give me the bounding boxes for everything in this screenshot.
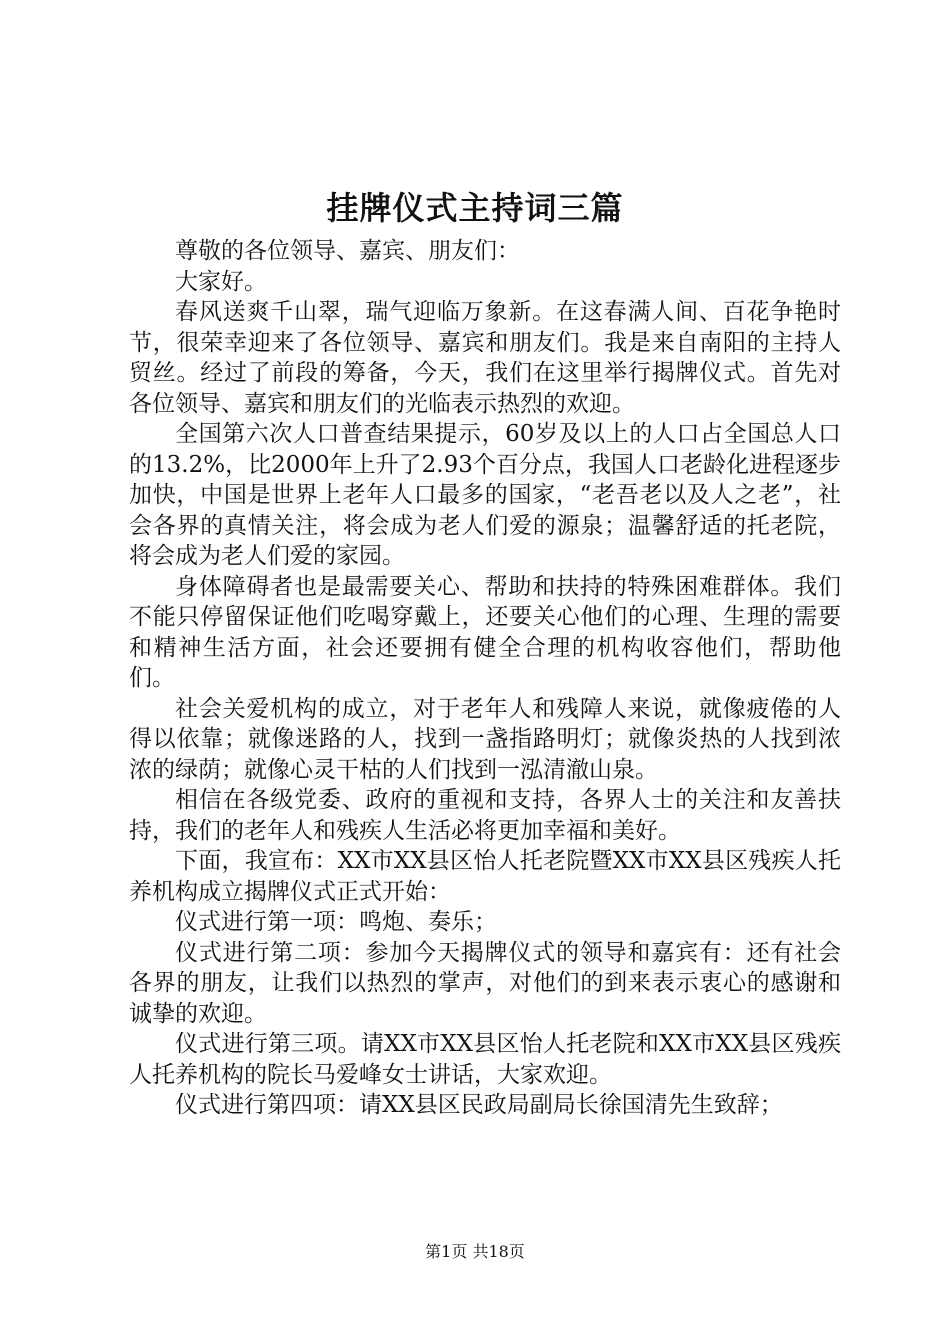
paragraph-disabled-care: 身体障碍者也是最需要关心、帮助和扶持的特殊困难群体。我们不能只停留保证他们吃喝穿戴上，还要关心他们的心理、生理的需要和精神生活方面，社会还要拥有健全合理的机构收容他们，帮助他们。 bbox=[129, 573, 841, 691]
paragraph-item-two: 仪式进行第二项：参加今天揭牌仪式的领导和嘉宾有：还有社会各界的朋友，让我们以热烈的掌声，对他们的到来表示衷心的感谢和诚挚的欢迎。 bbox=[129, 939, 841, 1027]
paragraph-belief: 相信在各级党委、政府的重视和支持，各界人士的关注和友善扶持，我们的老年人和残疾人生活必将更加幸福和美好。 bbox=[129, 787, 841, 844]
paragraph-census: 全国第六次人口普查结果提示，60岁及以上的人口占全国总人口的13.2%，比2000年上升了2.93个百分点，我国人口老龄化进程逐步加快，中国是世界上老年人口最多的国家，“老吾老以及人之老”，社会各界的真情关注，将会成为老人们爱的源泉；温馨舒适的托老院，将会成为老人们爱的家园。 bbox=[129, 421, 841, 569]
paragraph-item-one: 仪式进行第一项：鸣炮、奏乐； bbox=[175, 909, 497, 935]
paragraph-announcement: 下面，我宣布：XX市XX县区怡人托老院暨XX市XX县区残疾人托养机构成立揭牌仪式正式开始： bbox=[129, 848, 841, 905]
document-title: 挂牌仪式主持词三篇 bbox=[326, 189, 624, 227]
paragraph-greeting: 大家好。 bbox=[175, 268, 267, 295]
paragraph-salutation: 尊敬的各位领导、嘉宾、朋友们： bbox=[175, 238, 520, 264]
paragraph-opening: 春风送爽千山翠，瑞气迎临万象新。在这春满人间、百花争艳时节，很荣幸迎来了各位领导、嘉宾和朋友们。我是来自南阳的主持人贸丝。经过了前段的筹备，今天，我们在这里举行揭牌仪式。首先对各位领导、嘉宾和朋友们的光临表示热烈的欢迎。 bbox=[129, 299, 841, 417]
paragraph-institution: 社会关爱机构的成立，对于老年人和残障人来说，就像疲倦的人得以依靠；就像迷路的人，找到一盏指路明灯；就像炎热的人找到浓浓的绿荫；就像心灵干枯的人们找到一泓清澈山泉。 bbox=[129, 695, 841, 783]
document-body bbox=[129, 236, 841, 1121]
paragraph-item-three: 仪式进行第三项。请XX市XX县区怡人托老院和XX市XX县区残疾人托养机构的院长马爱峰女士讲话，大家欢迎。 bbox=[129, 1031, 841, 1088]
page-number-footer: 第1页 共18页 bbox=[425, 1242, 525, 1261]
paragraph-item-four: 仪式进行第四项：请XX县区民政局副局长徐国清先生致辞； bbox=[175, 1092, 783, 1118]
